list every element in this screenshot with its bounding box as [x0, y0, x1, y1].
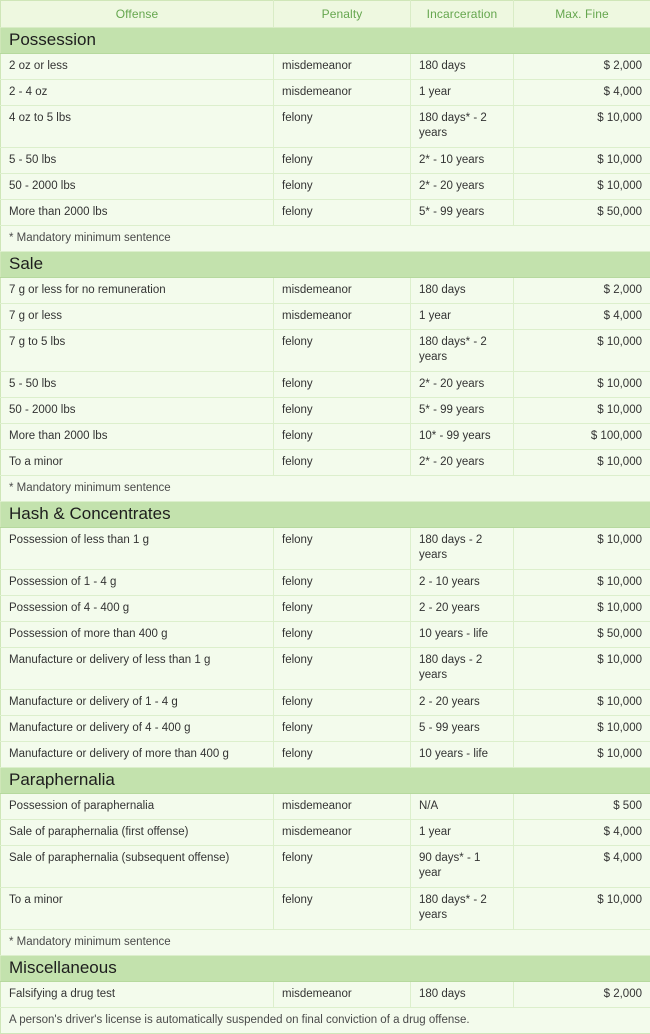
cell-max-fine: $ 10,000 — [514, 648, 650, 690]
table-row — [1, 200, 650, 226]
cell-penalty: misdemeanor — [274, 820, 411, 846]
table-row — [1, 716, 650, 742]
cell-penalty: felony — [274, 424, 411, 450]
cell-penalty: felony — [274, 528, 411, 570]
table-row — [1, 622, 650, 648]
cell-penalty: misdemeanor — [274, 54, 411, 80]
cell-penalty: misdemeanor — [274, 982, 411, 1008]
cell-incarceration: 180 days - 2 years — [411, 648, 514, 690]
cell-offense: To a minor — [1, 888, 274, 930]
cell-incarceration: 10* - 99 years — [411, 424, 514, 450]
column-header-penalty: Penalty — [274, 1, 411, 28]
cell-max-fine: $ 10,000 — [514, 570, 650, 596]
cell-incarceration: 1 year — [411, 80, 514, 106]
footnote-row — [1, 930, 650, 956]
table-row — [1, 528, 650, 570]
cell-max-fine: $ 10,000 — [514, 106, 650, 148]
table-row — [1, 820, 650, 846]
cell-penalty: felony — [274, 690, 411, 716]
cell-penalty: felony — [274, 330, 411, 372]
cell-offense: 4 oz to 5 lbs — [1, 106, 274, 148]
cell-incarceration: 2* - 20 years — [411, 174, 514, 200]
table-header — [1, 1, 650, 28]
cell-incarceration: 2 - 10 years — [411, 570, 514, 596]
cell-penalty: misdemeanor — [274, 304, 411, 330]
cell-offense: Possession of less than 1 g — [1, 528, 274, 570]
cell-incarceration: 180 days* - 2 years — [411, 106, 514, 148]
cell-offense: Falsifying a drug test — [1, 982, 274, 1008]
cell-incarceration: 1 year — [411, 304, 514, 330]
cell-penalty: felony — [274, 742, 411, 768]
cell-incarceration: 5 - 99 years — [411, 716, 514, 742]
cell-max-fine: $ 10,000 — [514, 742, 650, 768]
cell-penalty: felony — [274, 716, 411, 742]
cell-penalty: felony — [274, 398, 411, 424]
table-row — [1, 330, 650, 372]
cell-max-fine: $ 4,000 — [514, 846, 650, 888]
section-header-label: Paraphernalia — [1, 768, 650, 794]
column-header-max-fine: Max. Fine — [514, 1, 650, 28]
cell-penalty: felony — [274, 622, 411, 648]
cell-offense: Manufacture or delivery of less than 1 g — [1, 648, 274, 690]
table-row — [1, 398, 650, 424]
table-row — [1, 982, 650, 1008]
cell-max-fine: $ 500 — [514, 794, 650, 820]
cell-incarceration: 10 years - life — [411, 622, 514, 648]
cell-offense: Possession of 4 - 400 g — [1, 596, 274, 622]
footnote-text: * Mandatory minimum sentence — [1, 930, 650, 956]
cell-penalty: felony — [274, 450, 411, 476]
cell-incarceration: 180 days - 2 years — [411, 528, 514, 570]
cell-penalty: misdemeanor — [274, 278, 411, 304]
cell-max-fine: $ 50,000 — [514, 622, 650, 648]
table-row — [1, 304, 650, 330]
cell-incarceration: 180 days — [411, 278, 514, 304]
section-header-row — [1, 252, 650, 278]
cell-incarceration: 180 days* - 2 years — [411, 888, 514, 930]
cell-penalty: felony — [274, 648, 411, 690]
cell-offense: 50 - 2000 lbs — [1, 174, 274, 200]
cell-incarceration: 2* - 20 years — [411, 450, 514, 476]
cell-penalty: misdemeanor — [274, 80, 411, 106]
table-row — [1, 80, 650, 106]
table-row — [1, 148, 650, 174]
cell-incarceration: 180 days* - 2 years — [411, 330, 514, 372]
section-header-label: Possession — [1, 28, 650, 54]
section-header-label: Hash & Concentrates — [1, 502, 650, 528]
cell-max-fine: $ 10,000 — [514, 398, 650, 424]
cell-offense: 7 g or less for no remuneration — [1, 278, 274, 304]
footnote-row — [1, 476, 650, 502]
table-row — [1, 742, 650, 768]
table-body — [1, 28, 650, 1034]
cell-offense: 5 - 50 lbs — [1, 372, 274, 398]
cell-max-fine: $ 4,000 — [514, 820, 650, 846]
table-row — [1, 690, 650, 716]
cell-max-fine: $ 4,000 — [514, 304, 650, 330]
cell-penalty: felony — [274, 846, 411, 888]
cell-offense: Manufacture or delivery of 4 - 400 g — [1, 716, 274, 742]
section-header-label: Sale — [1, 252, 650, 278]
table-row — [1, 106, 650, 148]
cell-penalty: felony — [274, 372, 411, 398]
cell-max-fine: $ 10,000 — [514, 716, 650, 742]
cell-incarceration: 5* - 99 years — [411, 398, 514, 424]
cell-max-fine: $ 10,000 — [514, 528, 650, 570]
cell-offense: Sale of paraphernalia (first offense) — [1, 820, 274, 846]
cell-max-fine: $ 2,000 — [514, 54, 650, 80]
column-header-offense: Offense — [1, 1, 274, 28]
cell-incarceration: 2* - 20 years — [411, 372, 514, 398]
table-row — [1, 888, 650, 930]
table-row — [1, 54, 650, 80]
section-header-row — [1, 502, 650, 528]
table-row — [1, 570, 650, 596]
table-row — [1, 450, 650, 476]
cell-incarceration: 90 days* - 1 year — [411, 846, 514, 888]
cell-offense: Sale of paraphernalia (subsequent offense) — [1, 846, 274, 888]
cell-incarceration: 180 days — [411, 54, 514, 80]
column-header-incarceration: Incarceration — [411, 1, 514, 28]
cell-max-fine: $ 4,000 — [514, 80, 650, 106]
table-row — [1, 174, 650, 200]
cell-penalty: felony — [274, 570, 411, 596]
table-row — [1, 424, 650, 450]
cell-penalty: felony — [274, 174, 411, 200]
cell-offense: To a minor — [1, 450, 274, 476]
cell-penalty: felony — [274, 596, 411, 622]
section-header-row — [1, 956, 650, 982]
cell-offense: Possession of 1 - 4 g — [1, 570, 274, 596]
cell-offense: 2 oz or less — [1, 54, 274, 80]
cell-max-fine: $ 10,000 — [514, 372, 650, 398]
cell-offense: More than 2000 lbs — [1, 200, 274, 226]
cell-max-fine: $ 10,000 — [514, 596, 650, 622]
cell-incarceration: 5* - 99 years — [411, 200, 514, 226]
section-header-row — [1, 28, 650, 54]
cell-max-fine: $ 2,000 — [514, 278, 650, 304]
cell-offense: Manufacture or delivery of 1 - 4 g — [1, 690, 274, 716]
cell-max-fine: $ 50,000 — [514, 200, 650, 226]
cell-incarceration: 2 - 20 years — [411, 596, 514, 622]
cell-offense: 2 - 4 oz — [1, 80, 274, 106]
cell-incarceration: 180 days — [411, 982, 514, 1008]
cell-max-fine: $ 10,000 — [514, 690, 650, 716]
cell-max-fine: $ 2,000 — [514, 982, 650, 1008]
cell-offense: Possession of more than 400 g — [1, 622, 274, 648]
table-row — [1, 596, 650, 622]
table-header-row — [1, 1, 650, 28]
cell-max-fine: $ 10,000 — [514, 330, 650, 372]
cell-penalty: felony — [274, 106, 411, 148]
cell-offense: 7 g or less — [1, 304, 274, 330]
footnote-text: * Mandatory minimum sentence — [1, 226, 650, 252]
cell-incarceration: 1 year — [411, 820, 514, 846]
cell-offense: 7 g to 5 lbs — [1, 330, 274, 372]
cell-penalty: felony — [274, 888, 411, 930]
cell-offense: Possession of paraphernalia — [1, 794, 274, 820]
footnote-row — [1, 226, 650, 252]
table-row — [1, 648, 650, 690]
cell-incarceration: 10 years - life — [411, 742, 514, 768]
cell-incarceration: N/A — [411, 794, 514, 820]
table-footer-note: A person's driver's license is automatically suspended on final conviction of a drug offense. — [1, 1008, 650, 1034]
cell-incarceration: 2* - 10 years — [411, 148, 514, 174]
cell-offense: Manufacture or delivery of more than 400 g — [1, 742, 274, 768]
table-row — [1, 846, 650, 888]
cell-penalty: misdemeanor — [274, 794, 411, 820]
section-header-label: Miscellaneous — [1, 956, 650, 982]
cell-penalty: felony — [274, 148, 411, 174]
cell-incarceration: 2 - 20 years — [411, 690, 514, 716]
table-row — [1, 278, 650, 304]
table-row — [1, 372, 650, 398]
cell-max-fine: $ 10,000 — [514, 450, 650, 476]
cell-offense: More than 2000 lbs — [1, 424, 274, 450]
section-header-row — [1, 768, 650, 794]
footnote-text: * Mandatory minimum sentence — [1, 476, 650, 502]
table-footer-note-row — [1, 1008, 650, 1034]
table-row — [1, 794, 650, 820]
cell-max-fine: $ 10,000 — [514, 888, 650, 930]
cell-offense: 50 - 2000 lbs — [1, 398, 274, 424]
cell-max-fine: $ 10,000 — [514, 174, 650, 200]
cell-penalty: felony — [274, 200, 411, 226]
cell-max-fine: $ 10,000 — [514, 148, 650, 174]
cell-offense: 5 - 50 lbs — [1, 148, 274, 174]
cell-max-fine: $ 100,000 — [514, 424, 650, 450]
